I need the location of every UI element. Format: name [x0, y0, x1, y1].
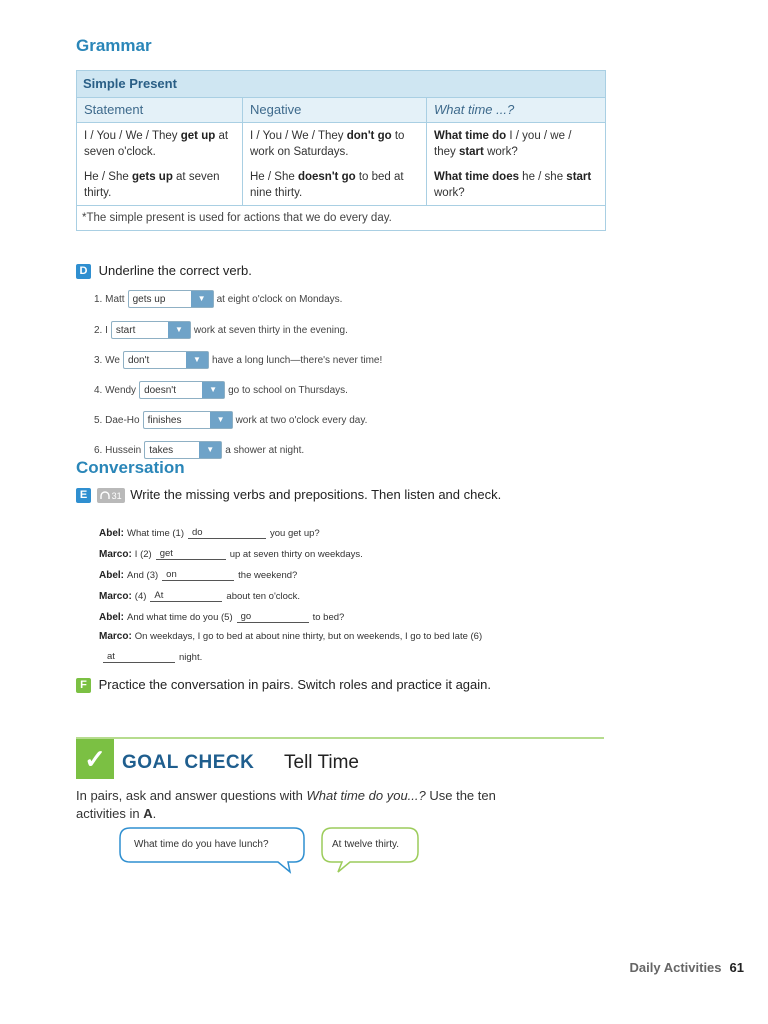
line-text: you get up?	[270, 528, 320, 539]
exercise-rest: have a long lunch—there's never time!	[211, 354, 383, 366]
grammar-title: Grammar	[76, 36, 152, 55]
audio-track-button[interactable]	[97, 488, 125, 503]
dropdown-value: finishes	[147, 414, 182, 426]
col-negative: Negative	[243, 98, 427, 122]
conversation-line	[99, 611, 344, 623]
exercise-rest: at eight o'clock on Mondays.	[216, 293, 343, 305]
exercise-subject: 2. I	[94, 324, 108, 336]
table-cell: He / She doesn't go to bed at nine thirty.	[243, 164, 427, 205]
activity-d-badge: D	[76, 264, 91, 279]
exercise-subject: 6. Hussein	[94, 444, 142, 456]
line-text: about ten o'clock.	[226, 591, 301, 602]
chevron-down-icon[interactable]: ▼	[191, 291, 213, 307]
table-row	[77, 164, 605, 205]
chevron-down-icon[interactable]: ▼	[202, 382, 224, 398]
bubble-answer-text: At twelve thirty.	[332, 839, 400, 850]
goal-check-text	[76, 787, 546, 823]
exercise-rest: go to school on Thursdays.	[228, 384, 348, 396]
page-footer	[630, 960, 744, 975]
table-cell: He / She gets up at seven thirty.	[77, 164, 243, 205]
exercise-rest: work at seven thirty in the evening.	[193, 324, 348, 336]
activity-f-instruction	[76, 677, 491, 693]
exercise-item	[94, 351, 382, 369]
goal-text-part: .	[152, 806, 157, 821]
activity-d-instruction	[76, 263, 252, 279]
col-statement: Statement	[77, 98, 243, 122]
conversation-line	[99, 651, 202, 663]
conversation-line	[99, 590, 300, 602]
exercise-subject: 1. Matt	[94, 293, 125, 305]
verb-dropdown[interactable]	[111, 321, 191, 339]
activity-f-text: Practice the conversation in pairs. Switch roles and practice it again.	[98, 677, 491, 692]
line-text: up at seven thirty on weekdays.	[229, 549, 363, 560]
conversation-title: Conversation	[76, 458, 185, 477]
activity-e-badge: E	[76, 488, 91, 503]
exercise-rest: work at two o'clock every day.	[235, 414, 368, 426]
exercise-rest: a shower at night.	[225, 444, 305, 456]
verb-dropdown[interactable]	[143, 411, 233, 429]
exercise-subject: 3. We	[94, 354, 120, 366]
bubble-question-text: What time do you have lunch?	[134, 839, 269, 850]
line-text: (4)	[134, 591, 147, 602]
speaker-name: Marco:	[99, 549, 132, 560]
dropdown-value: gets up	[132, 293, 166, 305]
answer-blank[interactable]: get	[156, 548, 226, 560]
grammar-note: *The simple present is used for actions that we do every day.	[77, 205, 605, 230]
chevron-down-icon[interactable]: ▼	[168, 322, 190, 338]
exercise-item	[94, 290, 342, 308]
conversation-line	[99, 548, 363, 560]
footer-section: Daily Activities	[629, 960, 722, 975]
line-text: And what time do you (5)	[127, 612, 233, 623]
chevron-down-icon[interactable]: ▼	[199, 442, 221, 458]
check-icon: ✓	[76, 739, 114, 779]
line-text: to bed?	[312, 612, 345, 623]
table-cell: What time do I / you / we / they start work?	[434, 130, 572, 158]
answer-blank[interactable]: on	[162, 569, 234, 581]
speaker-name: Marco:	[99, 631, 132, 642]
answer-blank[interactable]: go	[237, 611, 309, 623]
grammar-table	[76, 70, 606, 231]
conversation-line	[99, 631, 482, 642]
dropdown-value: start	[115, 324, 136, 336]
activity-f-badge: F	[76, 678, 91, 693]
speaker-name: Marco:	[99, 591, 132, 602]
verb-dropdown[interactable]	[128, 290, 214, 308]
audio-track-number: 31	[111, 490, 122, 501]
activity-e-text: Write the missing verbs and prepositions. Then listen and check.	[130, 487, 502, 502]
dropdown-value: takes	[149, 444, 174, 456]
table-cell: What time does he / she start work?	[434, 171, 592, 199]
table-row	[77, 123, 605, 164]
goal-text-part: In pairs, ask and answer questions with	[76, 788, 307, 803]
speaker-name: Abel:	[99, 570, 124, 581]
goal-check-subtitle: Tell Time	[284, 752, 359, 773]
exercise-item	[94, 441, 304, 459]
table-cell: I / You / We / They don't go to work on Saturdays.	[243, 123, 427, 164]
exercise-subject: 4. Wendy	[94, 384, 137, 396]
conversation-line	[99, 527, 320, 539]
verb-dropdown[interactable]	[123, 351, 209, 369]
table-header-row	[77, 97, 605, 123]
answer-blank[interactable]: at	[103, 651, 175, 663]
table-title: Simple Present	[77, 71, 605, 97]
chevron-down-icon[interactable]: ▼	[210, 412, 232, 428]
line-text: the weekend?	[238, 570, 298, 581]
col-what-time: What time ...?	[434, 102, 515, 117]
conversation-line	[99, 569, 297, 581]
verb-dropdown[interactable]	[144, 441, 222, 459]
exercise-subject: 5. Dae-Ho	[94, 414, 140, 426]
verb-dropdown[interactable]	[139, 381, 225, 399]
dropdown-value: doesn't	[144, 384, 176, 396]
table-cell: I / You / We / They get up at seven o'clock.	[77, 123, 243, 164]
chevron-down-icon[interactable]: ▼	[186, 352, 208, 368]
goal-text-part: Use the ten activities in	[76, 788, 496, 821]
activity-d-text: Underline the correct verb.	[98, 263, 252, 278]
speech-bubble-answer	[320, 826, 422, 878]
activity-e-instruction	[76, 487, 501, 503]
exercise-item	[94, 411, 367, 429]
line-text: And (3)	[127, 570, 159, 581]
exercise-item	[94, 381, 348, 399]
speaker-name: Abel:	[99, 612, 124, 623]
exercise-item	[94, 321, 348, 339]
table-body	[77, 123, 605, 205]
answer-blank[interactable]: At	[150, 590, 222, 602]
goal-check-label: GOAL CHECK	[122, 752, 255, 773]
line-text: I (2)	[134, 549, 152, 560]
line-text: What time (1)	[127, 528, 185, 539]
goal-text-bold: A	[143, 806, 153, 821]
goal-text-italic: What time do you...?	[306, 788, 426, 803]
speech-bubble-question	[118, 826, 308, 878]
headphones-icon	[100, 491, 110, 501]
speaker-name: Abel:	[99, 528, 124, 539]
page-number: 61	[729, 960, 744, 975]
line-text: On weekdays, I go to bed at about nine thirty, but on weekends, I go to bed late (6)	[134, 631, 483, 642]
line-text: night.	[179, 652, 203, 663]
dropdown-value: don't	[127, 354, 150, 366]
answer-blank[interactable]: do	[188, 527, 266, 539]
goal-check-divider	[76, 737, 604, 739]
